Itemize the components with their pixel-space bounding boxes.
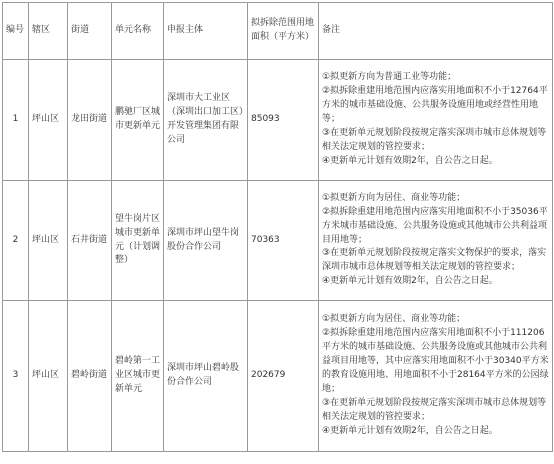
header-no: 编号 [3, 3, 29, 60]
cell-district: 坪山区 [29, 301, 68, 452]
table-row [3, 60, 553, 181]
cell-notes [319, 181, 553, 301]
cell-district: 坪山区 [29, 181, 68, 301]
note-line: ③在更新单元规划阶段按规定落实深圳市城市总体规划等相关法定规划的管控要求； [322, 397, 547, 422]
cell-no: 2 [3, 181, 29, 301]
header-area: 拟拆除范围用地面积（平方米） [248, 3, 319, 60]
urban-renewal-plan-table [2, 2, 553, 452]
table-header-row [3, 3, 553, 60]
cell-no: 3 [3, 301, 29, 452]
cell-notes [319, 301, 553, 452]
note-line: ④更新单元计划有效期2年，自公告之日起。 [322, 425, 498, 436]
cell-unit-name: 碧岭第一工业区城市更新单元 [112, 301, 164, 452]
table-row [3, 181, 553, 301]
cell-area: 202679 [248, 301, 319, 452]
cell-applicant: 深圳市大工业区（深圳出口加工区）开发管理集团有限公司 [164, 60, 248, 181]
cell-street: 碧岭街道 [68, 301, 112, 452]
note-line: ②拟拆除重建用地范围内应落实用地面积不小于12764平方米的城市基础设施、公共服务设施用地或经营性用地等； [322, 86, 548, 125]
cell-area: 70363 [248, 181, 319, 301]
table-container [2, 2, 552, 452]
header-notes: 备注 [319, 3, 553, 60]
cell-no: 1 [3, 60, 29, 181]
header-applicant: 申报主体 [164, 3, 248, 60]
header-street: 街道 [68, 3, 112, 60]
cell-applicant: 深圳市坪山碧岭股份合作公司 [164, 301, 248, 452]
table-row [3, 301, 553, 452]
note-line: ①拟更新方向为居住、商业等功能； [322, 192, 466, 203]
note-line: ③在更新单元规划阶段按规定落实文物保护的要求，落实深圳市城市总体规划等相关法定规划的管控要求； [322, 248, 547, 273]
cell-notes [319, 60, 553, 181]
cell-area: 85093 [248, 60, 319, 181]
cell-unit-name: 望牛岗片区城市更新单元（计划调整） [112, 181, 164, 301]
note-line: ③在更新单元规划阶段按规定落实深圳市城市总体规划等相关法定规划的管控要求； [322, 127, 547, 152]
note-line: ④更新单元计划有效期2年，自公告之日起。 [322, 155, 498, 166]
note-line: ②拟拆除重建用地范围内应落实用地面积不小于35036平方米城市基础设施、公共服务设施或其他城市公共利益项目用地等； [322, 206, 548, 245]
note-line: ②拟拆除重建用地范围内应落实用地面积不小于111206平方米的城市基础设施、公共服务设施或其他城市公共利益项目用地等，其中应落实用地面积不小于30340平方米的教育设施用地、用地面积不小于28164平方米的公园绿地； [322, 328, 549, 394]
cell-unit-name: 鹏驰厂区城市更新单元 [112, 60, 164, 181]
note-line: ①拟更新方向为居住、商业等功能； [322, 314, 466, 325]
note-line: ①拟更新方向为普通工业等功能； [322, 72, 457, 83]
header-district: 辖区 [29, 3, 68, 60]
cell-applicant: 深圳市坪山望牛岗股份合作公司 [164, 181, 248, 301]
cell-street: 龙田街道 [68, 60, 112, 181]
header-unit-name: 单元名称 [112, 3, 164, 60]
note-line: ④更新单元计划有效期2年，自公告之日起。 [322, 276, 498, 287]
cell-district: 坪山区 [29, 60, 68, 181]
cell-street: 石井街道 [68, 181, 112, 301]
